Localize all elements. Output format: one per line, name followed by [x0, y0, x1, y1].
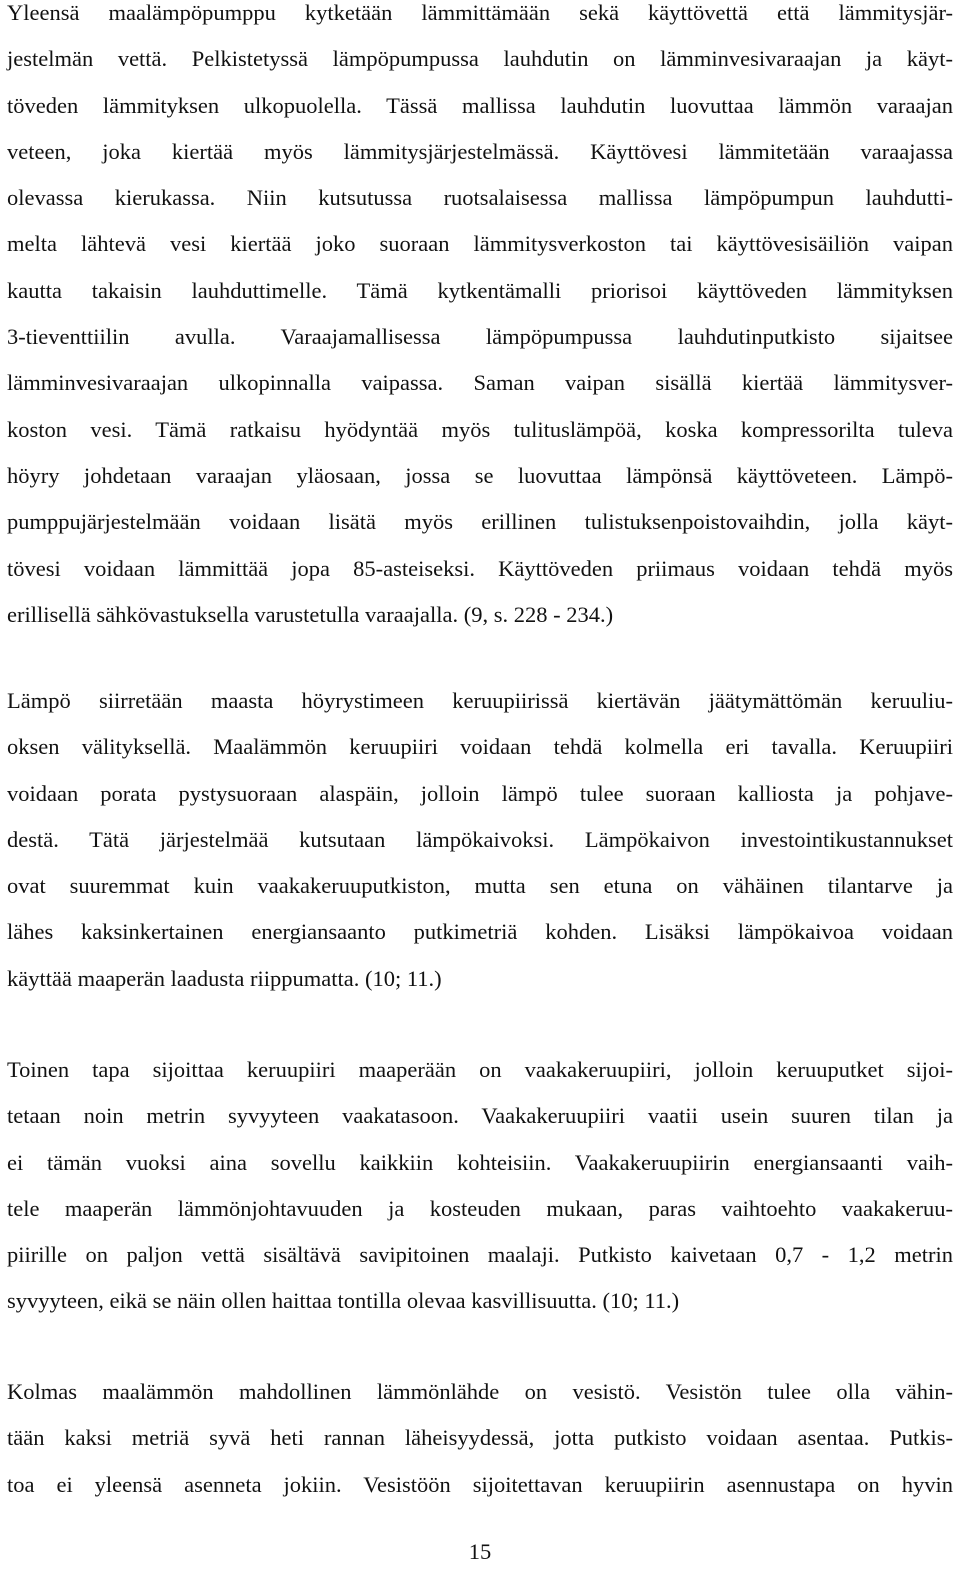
text-line: destä. Tätä järjestelmää kutsutaan lämpökaivoksi. Lämpökaivon investointikustannukset [7, 826, 953, 852]
text-line: syvyyteen, eikä se näin ollen haittaa tontilla olevaa kasvillisuutta. (10; 11.) [7, 1288, 680, 1314]
text-line: oksen välityksellä. Maalämmön keruupiiri voidaan tehdä kolmella eri tavalla. Keruupiiri [7, 734, 953, 760]
text-line: töveden lämmityksen ulkopuolella. Tässä mallissa lauhdutin luovuttaa lämmön varaajan [7, 92, 953, 118]
text-line: Toinen tapa sijoittaa keruupiiri maaperään on vaakakeruupiiri, jolloin keruuputket sijoi- [7, 1057, 953, 1082]
text-line: erillisellä sähkövastuksella varustetulla varaajalla. (9, s. 228 - 234.) [7, 601, 614, 627]
text-line: Kolmas maalämmön mahdollinen lämmönlähde on vesistö. Vesistön tulee olla vähin- [7, 1379, 953, 1404]
text-line: lähes kaksinkertainen energiansaanto putkimetriä kohden. Lisäksi lämpökaivoa voidaan [7, 919, 953, 945]
text-line: käyttää maaperän laadusta riippumatta. (10; 11.) [7, 965, 442, 991]
text-line: pumppujärjestelmään voidaan lisätä myös erillinen tulistuksenpoistovaihdin, jolla käyt- [7, 509, 953, 535]
text-line: koston vesi. Tämä ratkaisu hyödyntää myös tulituslämpöä, koska kompressorilta tuleva [7, 416, 953, 442]
page-number: 15 [468, 1539, 492, 1564]
text-line: melta lähtevä vesi kiertää joko suoraan lämmitysverkoston tai käyttövesisäiliön vaipan [7, 231, 953, 257]
text-line: 3-tieventtiilin avulla. Varaajamallisessa lämpöpumpussa lauhdutinputkisto sijaitsee [7, 324, 953, 350]
text-line: ei tämän vuoksi aina sovellu kaikkiin kohteisiin. Vaakakeruupiirin energiansaanti vaih- [7, 1149, 953, 1175]
text-line: tetaan noin metrin syvyyteen vaakatasoon. Vaakakeruupiiri vaatii usein suuren tilan ja [7, 1103, 953, 1129]
text-line: voidaan porata pystysuoraan alaspäin, jolloin lämpö tulee suoraan kalliosta ja pohjave- [7, 780, 953, 806]
text-line: lämminvesivaraajan ulkopinnalla vaipassa. Saman vaipan sisällä kiertää lämmitysver- [7, 370, 953, 396]
text-line: veteen, joka kiertää myös lämmitysjärjestelmässä. Käyttövesi lämmitetään varaajassa [7, 138, 953, 164]
paragraph-1 [7, 0, 953, 638]
text-line: ovat suuremmat kuin vaakakeruuputkiston, mutta sen etuna on vähäinen tilantarve ja [7, 873, 953, 899]
text-line: jestelmän vettä. Pelkistetyssä lämpöpumpussa lauhdutin on lämminvesivaraajan ja käyt- [7, 46, 953, 72]
paragraph-3 [7, 1047, 953, 1325]
text-line: tele maaperän lämmönjohtavuuden ja kosteuden mukaan, paras vaihtoehto vaakakeruu- [7, 1195, 953, 1221]
text-line: olevassa kierukassa. Niin kutsutussa ruotsalaisessa mallissa lämpöpumpun lauhdutti- [7, 185, 953, 211]
text-line: Yleensä maalämpöpumppu kytketään lämmittämään sekä käyttövettä että lämmitysjär- [7, 0, 953, 25]
text-line: kautta takaisin lauhduttimelle. Tämä kytkentämalli priorisoi käyttöveden lämmityksen [7, 277, 953, 303]
text-line: tään kaksi metriä syvä heti rannan läheisyydessä, jotta putkisto voidaan asentaa. Putkis- [7, 1425, 953, 1451]
text-line: piirille on paljon vettä sisältävä savipitoinen maalaji. Putkisto kaivetaan 0,7 - 1,2 metrin [7, 1242, 953, 1268]
text-line: Lämpö siirretään maasta höyrystimeen keruupiirissä kiertävän jäätymättömän keruuliu- [7, 688, 953, 713]
paragraph-2 [7, 678, 953, 1002]
text-line: höyry johdetaan varaajan yläosaan, jossa se luovuttaa lämpönsä käyttöveteen. Lämpö- [7, 462, 953, 488]
paragraph-4 [7, 1369, 953, 1508]
text-line: toa ei yleensä asenneta jokiin. Vesistöön sijoitettavan keruupiirin asennustapa on hyvin [7, 1471, 953, 1497]
text-line: tövesi voidaan lämmittää jopa 85-asteiseksi. Käyttöveden priimaus voidaan tehdä myös [7, 555, 953, 581]
